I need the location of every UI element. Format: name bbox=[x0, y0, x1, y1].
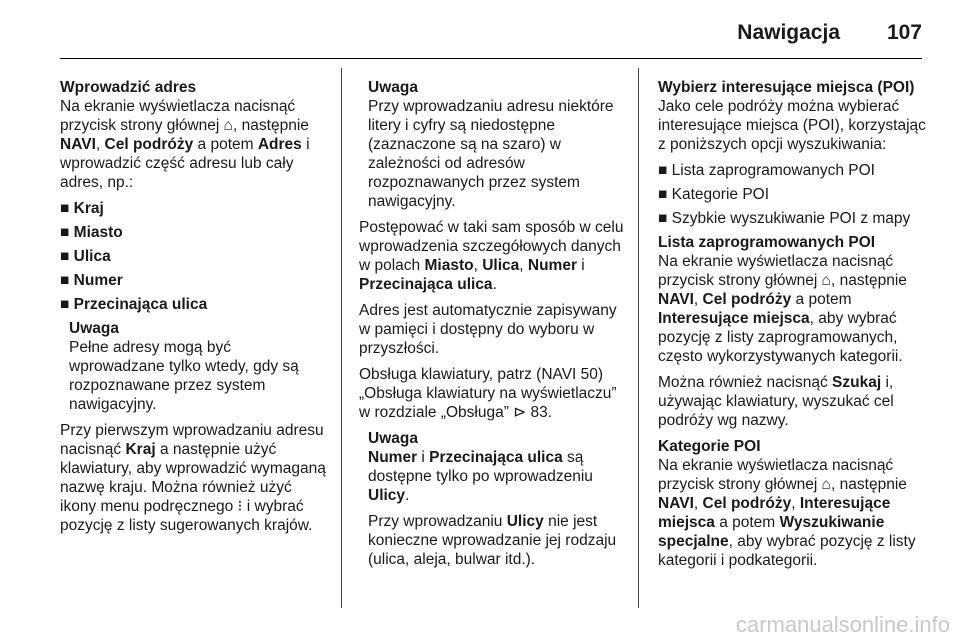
column-2 bbox=[359, 78, 630, 576]
note-text: Numer i Przecinająca ulica są dostępne tylko po wprowadzeniu Ulicy. bbox=[368, 449, 593, 504]
section-heading: Wybierz interesujące miejsca (POI) bbox=[658, 79, 915, 96]
column-divider bbox=[341, 68, 342, 608]
note-text: Pełne adresy mogą być wprowadzane tylko wtedy, gdy są rozpoznawane przez system nawigacyjny. bbox=[69, 339, 299, 413]
column-1 bbox=[60, 78, 328, 542]
note-title: Uwaga bbox=[69, 320, 119, 337]
section-heading: Wprowadzić adres bbox=[60, 79, 197, 96]
section-title: Nawigacja bbox=[737, 21, 840, 44]
home-icon: ⌂ bbox=[821, 272, 832, 289]
note-text: Przy wprowadzaniu adresu niektóre litery i cyfry są niedostępne (zaznaczone są na szaro) w zależności od adresów rozpoznawanych przez system nawigacyjny. bbox=[368, 98, 614, 210]
note-text: Przy wprowadzaniu Ulicy nie jest konieczne wprowadzanie jej rodzaju (ulica, aleja, bulwar itd.). bbox=[368, 513, 617, 568]
paragraph: Adres jest automatycznie zapisywany w pamięci i dostępny do wyboru w przyszłości. bbox=[359, 302, 617, 357]
context-menu-icon: ⁝ bbox=[237, 498, 243, 515]
paragraph: Jako cele podróży można wybierać interesujące miejsca (POI), korzystając z poniższych opcji wyszukiwania: bbox=[658, 98, 926, 153]
page-reference-icon: ⊳ bbox=[513, 404, 527, 421]
list-item: ■ Kategorie POI bbox=[658, 186, 770, 203]
section-heading: Kategorie POI bbox=[658, 438, 761, 455]
column-3 bbox=[658, 78, 926, 577]
note-title: Uwaga bbox=[368, 79, 418, 96]
paragraph: Na ekranie wyświetlacza nacisnąć przycisk strony głównej ⌂, następnie NAVI, Cel podróży, Interesujące miejsca a potem Wyszukiwanie specjalne, aby wybrać pozycję z listy kategorii i podkategorii. bbox=[658, 457, 916, 569]
page-number: 107 bbox=[886, 21, 922, 44]
note bbox=[368, 78, 630, 211]
home-icon: ⌂ bbox=[821, 476, 832, 493]
paragraph: Można również nacisnąć Szukaj i, używając klawiatury, wyszukać cel podróży wg nazwy. bbox=[658, 374, 894, 429]
page-header bbox=[60, 0, 922, 59]
section-heading: Lista zaprogramowanych POI bbox=[658, 234, 876, 251]
paragraph: Postępować w taki sam sposób w celu wprowadzenia szczegółowych danych w polach Miasto, Ulica, Numer i Przecinająca ulica. bbox=[359, 219, 624, 293]
paragraph: Na ekranie wyświetlacza nacisnąć przycisk strony głównej ⌂, następnie NAVI, Cel podróży a potem Interesujące miejsca, aby wybrać pozycję z listy zaprogramowanych, często wykorzystywanych kategorii. bbox=[658, 253, 907, 365]
paragraph: Na ekranie wyświetlacza nacisnąć przycisk strony głównej ⌂, następnie NAVI, Cel podróży a potem Adres i wprowadzić część adresu lub cały adres, np.: bbox=[60, 98, 310, 191]
column-divider bbox=[638, 68, 639, 608]
home-icon: ⌂ bbox=[223, 117, 234, 134]
list-item: ■ Szybkie wyszukiwanie POI z mapy bbox=[658, 210, 911, 227]
note bbox=[60, 319, 328, 414]
note-title: Uwaga bbox=[368, 430, 418, 447]
list-item: ■ Miasto bbox=[60, 224, 123, 241]
watermark: carmanualsonline.info bbox=[735, 612, 950, 637]
list-item: ■ Numer bbox=[60, 272, 123, 289]
list-item: ■ Przecinająca ulica bbox=[60, 296, 208, 313]
list-item: ■ Lista zaprogramowanych POI bbox=[658, 162, 875, 179]
note bbox=[368, 429, 630, 569]
paragraph: Przy pierwszym wprowadzaniu adresu nacisnąć Kraj a następnie użyć klawiatury, aby wprowadzić wymaganą nazwę kraju. Można również użyć ikony menu podręcznego ⁝ i wybrać pozycję z listy sugerowanych krajów. bbox=[60, 422, 326, 534]
paragraph: Obsługa klawiatury, patrz (NAVI 50) „Obsługa klawiatury na wyświetlaczu” w rozdziale „Obsługa” ⊳ 83. bbox=[359, 366, 617, 421]
list-item: ■ Kraj bbox=[60, 200, 104, 217]
list-item: ■ Ulica bbox=[60, 248, 111, 265]
